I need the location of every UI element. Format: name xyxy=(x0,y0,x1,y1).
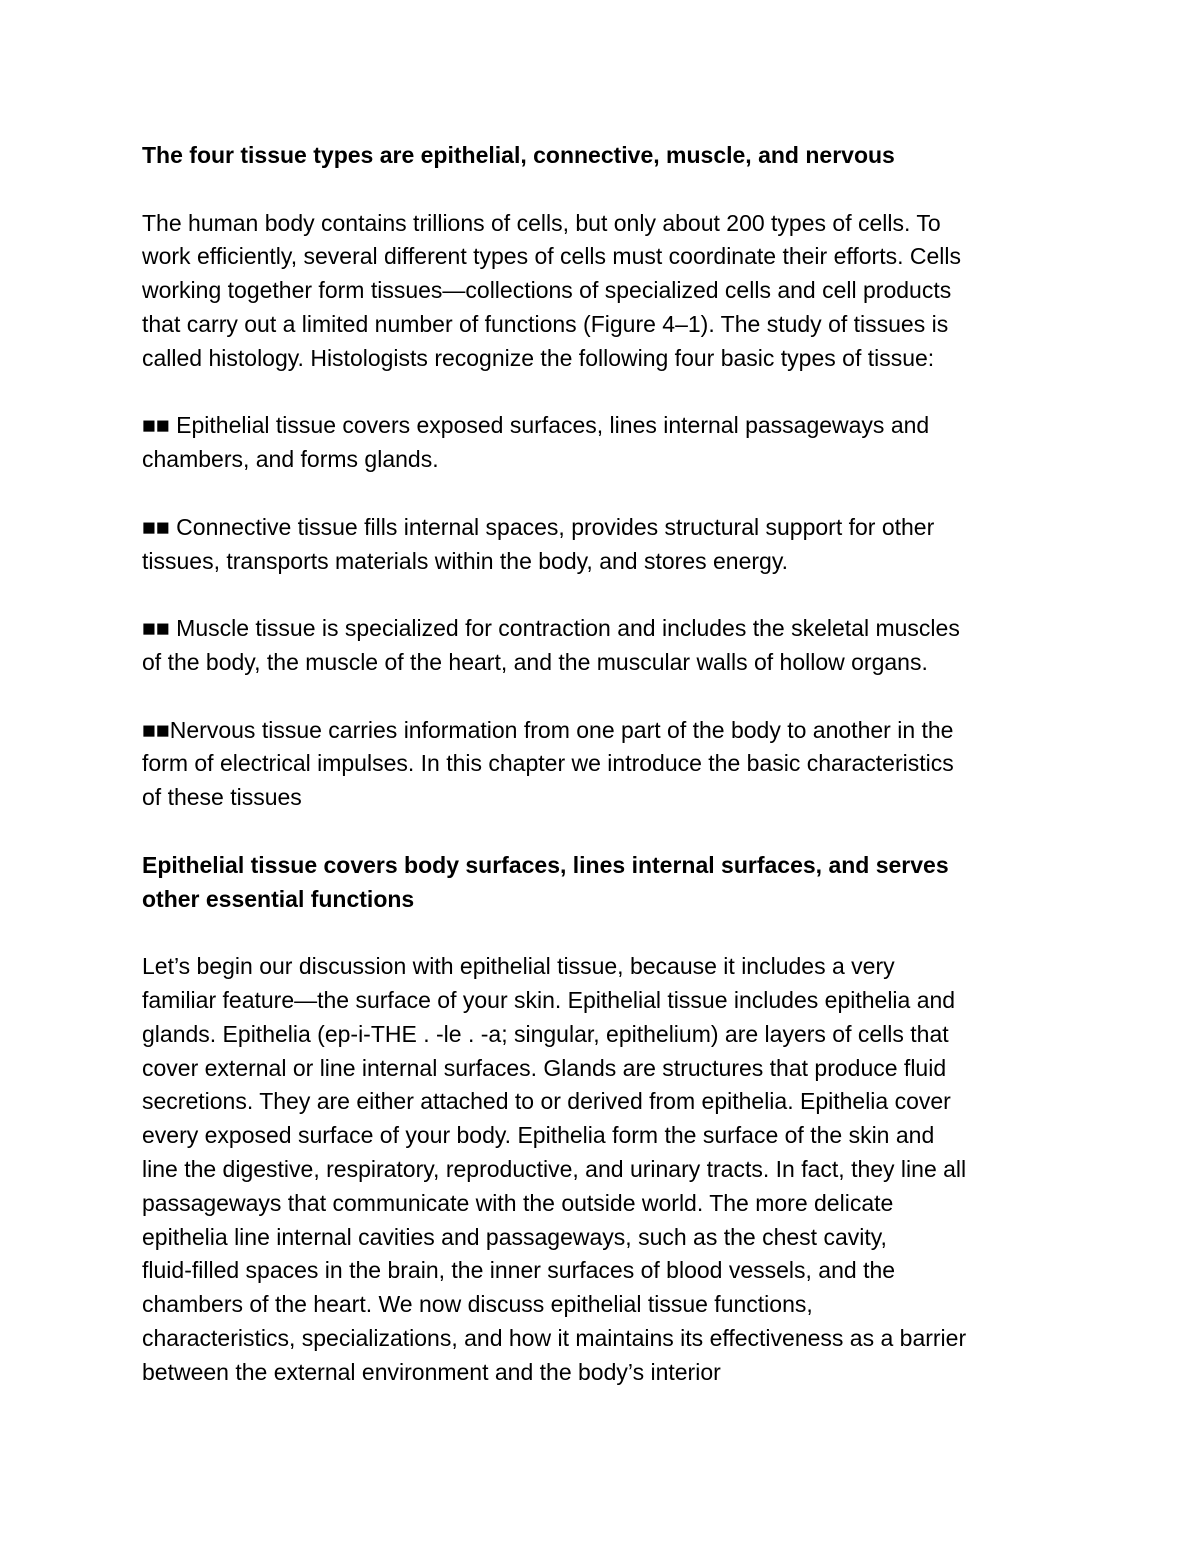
body-line: epithelia line internal cavities and passageways, such as the chest cavity, xyxy=(142,1223,887,1250)
body-line: line the digestive, respiratory, reproductive, and urinary tracts. In fact, they line all xyxy=(142,1155,967,1182)
body-line: fluid-filled spaces in the brain, the inner surfaces of blood vessels, and the xyxy=(142,1257,896,1284)
body-line: every exposed surface of your body. Epithelia form the surface of the skin and xyxy=(142,1122,935,1149)
body-line: familiar feature—the surface of your skin. Epithelial tissue includes epithelia and xyxy=(142,986,956,1013)
bullet-muscle-tissue: ■■ Muscle tissue is specialized for contraction and includes the skeletal muscles of the body, the muscle of the heart, and the muscular walls of hollow organs. xyxy=(142,615,960,675)
body-line: between the external environment and the body’s interior xyxy=(142,1358,721,1385)
bullet-connective-tissue: ■■ Connective tissue fills internal spaces, provides structural support for other tissues, transports materials within the body, and stores energy. xyxy=(142,513,935,574)
body-line: secretions. They are either attached to or derived from epithelia. Epithelia cover xyxy=(142,1088,951,1115)
intro-line: work efficiently, several different types of cells must coordinate their efforts. Cells xyxy=(142,243,961,270)
document-body xyxy=(142,139,1082,1389)
bullet-nervous-tissue: ■■Nervous tissue carries information from one part of the body to another in the form of electrical impulses. In this chapter we introduce the basic characteristics of these tissues xyxy=(142,716,954,811)
body-line: cover external or line internal surfaces. Glands are structures that produce fluid xyxy=(142,1054,947,1081)
intro-line: called histology. Histologists recognize the following four basic types of tissue: xyxy=(142,344,935,371)
section-heading-tissue-types: The four tissue types are epithelial, connective, muscle, and nervous xyxy=(142,142,895,168)
epithelial-paragraph xyxy=(142,950,1082,1389)
intro-paragraph xyxy=(142,207,1082,376)
intro-line: The human body contains trillions of cells, but only about 200 types of cells. To xyxy=(142,209,941,236)
intro-line: working together form tissues—collections of specialized cells and cell products xyxy=(142,277,952,304)
body-line: chambers of the heart. We now discuss epithelial tissue functions, xyxy=(142,1291,813,1318)
body-line: characteristics, specializations, and how it maintains its effectiveness as a barrier xyxy=(142,1324,967,1351)
bullet-epithelial-tissue: ■■ Epithelial tissue covers exposed surfaces, lines internal passageways and chambers, and forms glands. xyxy=(142,412,930,473)
body-line: Let’s begin our discussion with epithelial tissue, because it includes a very xyxy=(142,953,895,980)
section-heading-epithelial: Epithelial tissue covers body surfaces, lines internal surfaces, and serves other essential functions xyxy=(142,851,949,912)
intro-line: that carry out a limited number of functions (Figure 4–1). The study of tissues is xyxy=(142,310,949,337)
body-line: glands. Epithelia (ep-i-THE . -le . -a; singular, epithelium) are layers of cells that xyxy=(142,1020,949,1047)
body-line: passageways that communicate with the outside world. The more delicate xyxy=(142,1189,894,1216)
